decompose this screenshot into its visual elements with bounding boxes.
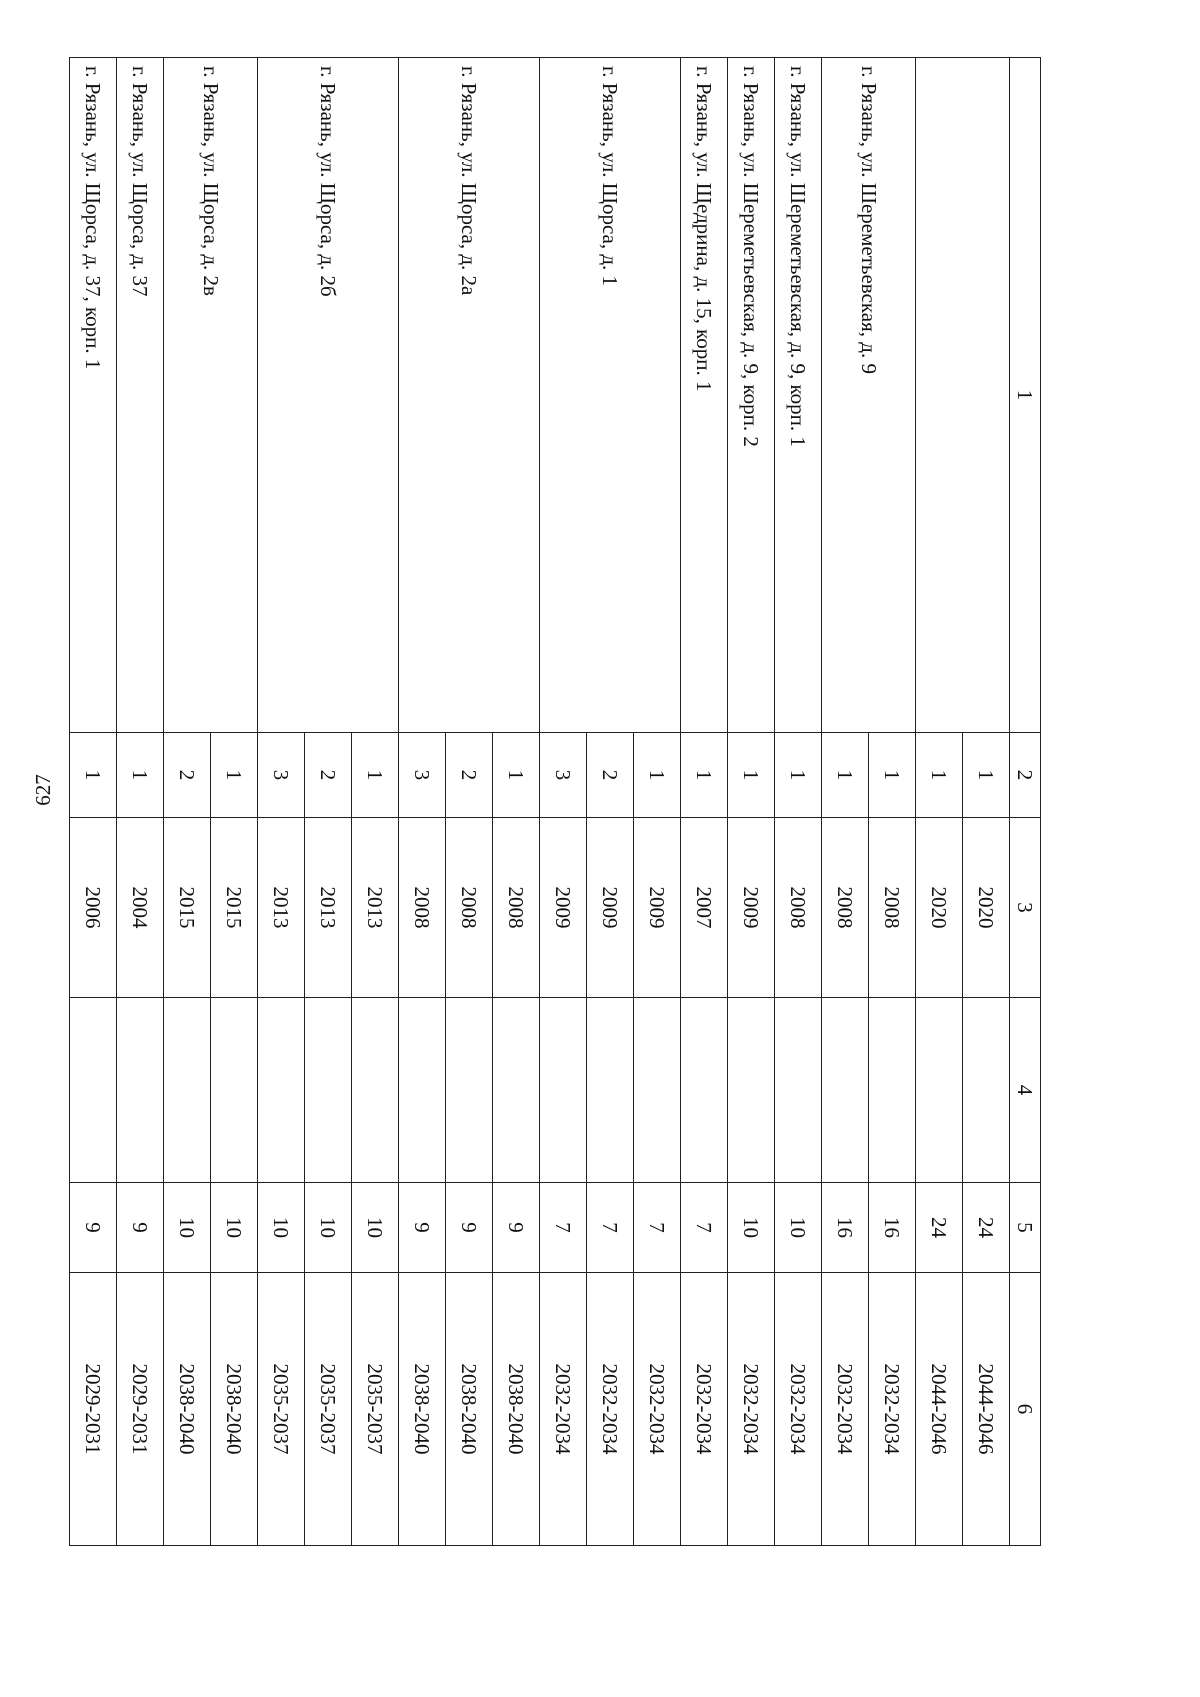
floors-cell: 9 [70, 1183, 117, 1273]
table-row [728, 58, 775, 1546]
floors-cell: 7 [681, 1183, 728, 1273]
year-cell: 2008 [493, 818, 540, 998]
year-cell: 2020 [963, 818, 1010, 998]
floors-cell: 10 [305, 1183, 352, 1273]
address-cell: г. Рязань, ул. Шереметьевская, д. 9, корп. 2 [728, 58, 775, 733]
col4-cell [916, 998, 963, 1183]
year-cell: 2015 [164, 818, 211, 998]
entrance-cell: 1 [493, 733, 540, 818]
address-cell: г. Рязань, ул. Шереметьевская, д. 9, корп. 1 [775, 58, 822, 733]
year-cell: 2009 [728, 818, 775, 998]
floors-cell: 24 [963, 1183, 1010, 1273]
year-cell: 2007 [681, 818, 728, 998]
page-number: 627 [31, 774, 55, 806]
floors-cell: 9 [399, 1183, 446, 1273]
period-cell: 2038-2040 [493, 1273, 540, 1546]
col4-cell [634, 998, 681, 1183]
period-cell: 2032-2034 [681, 1273, 728, 1546]
address-cell: г. Рязань, ул. Щорса, д. 1 [540, 58, 681, 733]
entrance-cell: 1 [211, 733, 258, 818]
table-row [211, 58, 258, 1546]
year-cell: 2015 [211, 818, 258, 998]
address-cell: г. Рязань, ул. Щорса, д. 37, корп. 1 [70, 58, 117, 733]
col4-cell [587, 998, 634, 1183]
table-row [681, 58, 728, 1546]
period-cell: 2038-2040 [211, 1273, 258, 1546]
period-cell: 2035-2037 [352, 1273, 399, 1546]
address-cell: г. Рязань, ул. Щорса, д. 2а [399, 58, 540, 733]
col4-cell [211, 998, 258, 1183]
col4-cell [305, 998, 352, 1183]
floors-cell: 9 [117, 1183, 164, 1273]
header-col-2: 2 [1010, 733, 1041, 818]
col4-cell [681, 998, 728, 1183]
floors-cell: 9 [493, 1183, 540, 1273]
floors-cell: 10 [211, 1183, 258, 1273]
table-row [493, 58, 540, 1546]
col4-cell [540, 998, 587, 1183]
table-row [634, 58, 681, 1546]
year-cell: 2009 [634, 818, 681, 998]
header-col-6: 6 [1010, 1273, 1041, 1546]
floors-cell: 10 [352, 1183, 399, 1273]
header-col-1: 1 [1010, 58, 1041, 733]
address-cell: г. Рязань, ул. Щорса, д. 2в [164, 58, 258, 733]
header-col-3: 3 [1010, 818, 1041, 998]
address-cell: г. Рязань, ул. Шереметьевская, д. 9 [822, 58, 916, 733]
table-body [70, 58, 1010, 1546]
year-cell: 2008 [822, 818, 869, 998]
entrance-cell: 1 [963, 733, 1010, 818]
year-cell: 2008 [775, 818, 822, 998]
floors-cell: 10 [728, 1183, 775, 1273]
col4-cell [446, 998, 493, 1183]
year-cell: 2013 [305, 818, 352, 998]
entrance-cell: 1 [728, 733, 775, 818]
table-row [352, 58, 399, 1546]
address-cell: г. Рязань, ул. Щедрина, д. 15, корп. 1 [681, 58, 728, 733]
period-cell: 2038-2040 [399, 1273, 446, 1546]
header-col-5: 5 [1010, 1183, 1041, 1273]
entrance-cell: 2 [305, 733, 352, 818]
period-cell: 2035-2037 [258, 1273, 305, 1546]
period-cell: 2032-2034 [587, 1273, 634, 1546]
entrance-cell: 1 [916, 733, 963, 818]
period-cell: 2035-2037 [305, 1273, 352, 1546]
year-cell: 2004 [117, 818, 164, 998]
table-header [1010, 58, 1041, 1546]
header-col-4: 4 [1010, 998, 1041, 1183]
table-row [70, 58, 117, 1546]
entrance-cell: 1 [681, 733, 728, 818]
period-cell: 2032-2034 [775, 1273, 822, 1546]
buildings-table [69, 57, 1041, 1546]
floors-cell: 10 [258, 1183, 305, 1273]
col4-cell [258, 998, 305, 1183]
col4-cell [399, 998, 446, 1183]
period-cell: 2038-2040 [164, 1273, 211, 1546]
table-row [117, 58, 164, 1546]
floors-cell: 7 [634, 1183, 681, 1273]
floors-cell: 16 [822, 1183, 869, 1273]
year-cell: 2009 [540, 818, 587, 998]
floors-cell: 7 [540, 1183, 587, 1273]
period-cell: 2032-2034 [822, 1273, 869, 1546]
col4-cell [164, 998, 211, 1183]
year-cell: 2013 [258, 818, 305, 998]
entrance-cell: 1 [634, 733, 681, 818]
period-cell: 2032-2034 [634, 1273, 681, 1546]
year-cell: 2013 [352, 818, 399, 998]
floors-cell: 7 [587, 1183, 634, 1273]
period-cell: 2044-2046 [963, 1273, 1010, 1546]
entrance-cell: 3 [540, 733, 587, 818]
floors-cell: 10 [775, 1183, 822, 1273]
floors-cell: 9 [446, 1183, 493, 1273]
year-cell: 2008 [399, 818, 446, 998]
period-cell: 2029-2031 [117, 1273, 164, 1546]
address-cell: г. Рязань, ул. Щорса, д. 2б [258, 58, 399, 733]
year-cell: 2008 [869, 818, 916, 998]
period-cell: 2032-2034 [728, 1273, 775, 1546]
rotated-table-container [81, 57, 1041, 1545]
entrance-cell: 2 [587, 733, 634, 818]
floors-cell: 10 [164, 1183, 211, 1273]
entrance-cell: 3 [258, 733, 305, 818]
col4-cell [822, 998, 869, 1183]
period-cell: 2029-2031 [70, 1273, 117, 1546]
address-cell [916, 58, 1010, 733]
period-cell: 2044-2046 [916, 1273, 963, 1546]
col4-cell [70, 998, 117, 1183]
table-row [775, 58, 822, 1546]
entrance-cell: 3 [399, 733, 446, 818]
entrance-cell: 2 [446, 733, 493, 818]
year-cell: 2009 [587, 818, 634, 998]
col4-cell [352, 998, 399, 1183]
floors-cell: 24 [916, 1183, 963, 1273]
floors-cell: 16 [869, 1183, 916, 1273]
table-row [869, 58, 916, 1546]
entrance-cell: 1 [117, 733, 164, 818]
address-cell: г. Рязань, ул. Щорса, д. 37 [117, 58, 164, 733]
col4-cell [869, 998, 916, 1183]
period-cell: 2032-2034 [540, 1273, 587, 1546]
col4-cell [775, 998, 822, 1183]
entrance-cell: 1 [352, 733, 399, 818]
entrance-cell: 2 [164, 733, 211, 818]
entrance-cell: 1 [775, 733, 822, 818]
col4-cell [493, 998, 540, 1183]
year-cell: 2008 [446, 818, 493, 998]
period-cell: 2038-2040 [446, 1273, 493, 1546]
col4-cell [963, 998, 1010, 1183]
col4-cell [728, 998, 775, 1183]
table-row [963, 58, 1010, 1546]
entrance-cell: 1 [70, 733, 117, 818]
year-cell: 2006 [70, 818, 117, 998]
entrance-cell: 1 [869, 733, 916, 818]
period-cell: 2032-2034 [869, 1273, 916, 1546]
col4-cell [117, 998, 164, 1183]
year-cell: 2020 [916, 818, 963, 998]
entrance-cell: 1 [822, 733, 869, 818]
